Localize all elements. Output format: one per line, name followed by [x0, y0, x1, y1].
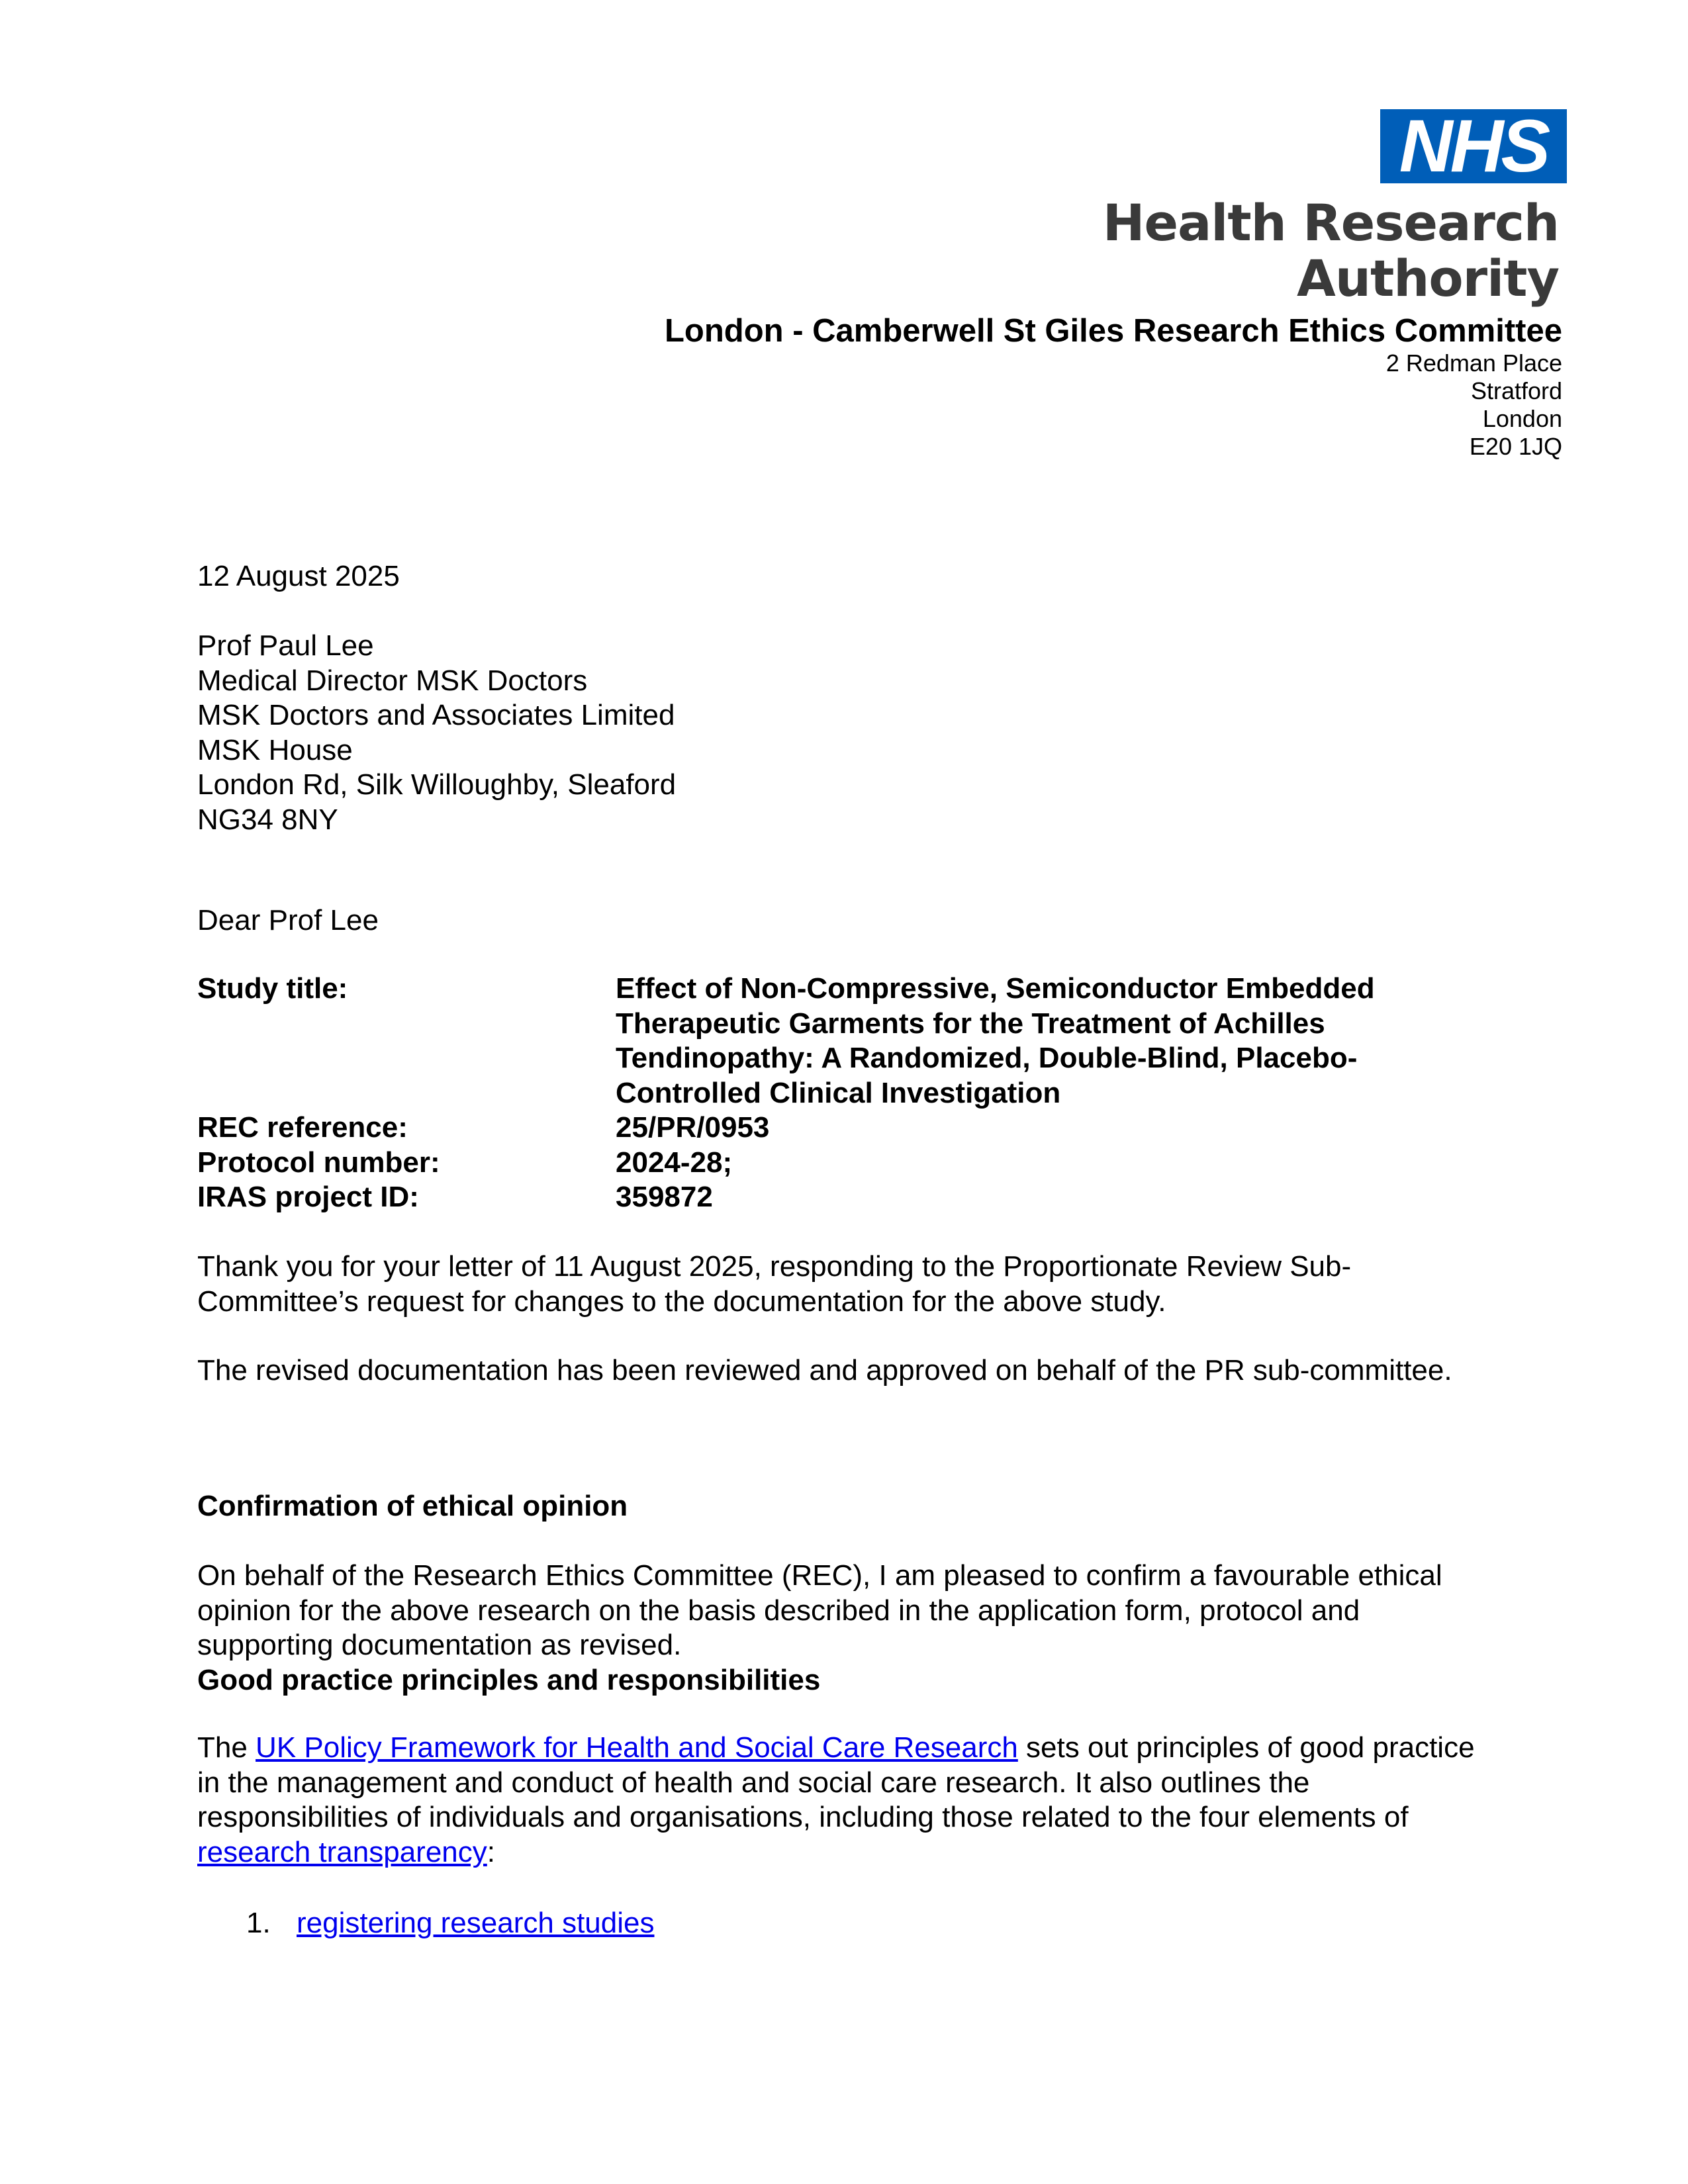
address-line: London — [1482, 405, 1562, 432]
approval-paragraph: The revised documentation has been reviewed and approved on behalf of the PR sub-committee. — [197, 1354, 1452, 1387]
study-title-row — [197, 972, 1495, 1111]
protocol-number-row — [197, 1146, 1495, 1181]
study-title-value: Effect of Non-Compressive, Semiconductor Embedded Therapeutic Garments for the Treatment of Achilles Tendinopathy: A Randomized, Double-Blind, Placebo-Controlled Clinical Investigation — [616, 972, 1375, 1109]
hra-org-name — [963, 195, 1559, 306]
recipient-line: MSK House — [197, 733, 353, 766]
recipient-line: London Rd, Silk Willoughby, Sleaford — [197, 768, 677, 801]
salutation: Dear Prof Lee — [197, 904, 379, 936]
list-item — [246, 1906, 654, 1941]
letter-date: 12 August 2025 — [197, 560, 400, 592]
paragraph-text: sets out principles of good practice in the management and conduct of health and social care research. It also outlines the responsibilities of individuals and organisations, including those related to the four elements of — [197, 1731, 1475, 1833]
iras-id-value: 359872 — [616, 1181, 713, 1213]
nhs-logo: NHS — [1380, 109, 1567, 183]
committee-name: London - Camberwell St Giles Research Ethics Committee — [665, 313, 1562, 349]
confirmation-heading: Confirmation of ethical opinion — [197, 1490, 628, 1522]
list-item-number: 1. — [246, 1907, 271, 1939]
recipient-line: MSK Doctors and Associates Limited — [197, 699, 675, 731]
study-title-label: Study title: — [197, 972, 348, 1005]
committee-address — [1033, 349, 1562, 461]
transparency-list — [246, 1906, 654, 1941]
address-line: 2 Redman Place — [1385, 349, 1562, 377]
hra-org-line2: Authority — [1297, 249, 1559, 308]
hra-org-line1: Health Research — [1102, 193, 1559, 252]
recipient-address — [197, 629, 1495, 837]
iras-id-label: IRAS project ID: — [197, 1181, 419, 1213]
research-transparency-link[interactable]: research transparency — [197, 1835, 487, 1868]
address-line: E20 1JQ — [1469, 433, 1562, 460]
policy-framework-paragraph — [197, 1731, 1495, 1870]
protocol-number-label: Protocol number: — [197, 1146, 440, 1179]
ethical-opinion-block — [197, 1559, 1495, 1698]
rec-reference-value: 25/PR/0953 — [616, 1111, 770, 1144]
uk-policy-framework-link[interactable]: UK Policy Framework for Health and Social Care Research — [256, 1731, 1018, 1764]
iras-id-row — [197, 1180, 1495, 1215]
good-practice-heading: Good practice principles and responsibilities — [197, 1663, 821, 1696]
recipient-line: Prof Paul Lee — [197, 629, 374, 662]
rec-reference-label: REC reference: — [197, 1111, 408, 1144]
recipient-line: Medical Director MSK Doctors — [197, 664, 588, 697]
ethical-opinion-paragraph: On behalf of the Research Ethics Committee (REC), I am pleased to confirm a favourable ethical opinion for the above research on the basis described in the application form, protocol and supporting documentation as revised. — [197, 1559, 1442, 1661]
response-paragraph: Thank you for your letter of 11 August 2025, responding to the Proportionate Review Sub-Committee’s request for changes to the documentation for the above study. — [197, 1250, 1352, 1318]
address-line: Stratford — [1470, 377, 1562, 404]
paragraph-text: The — [197, 1731, 256, 1764]
rec-reference-row — [197, 1111, 1495, 1146]
registering-research-studies-link[interactable]: registering research studies — [297, 1907, 655, 1939]
study-details — [197, 972, 1495, 1215]
protocol-number-value: 2024-28; — [616, 1146, 733, 1179]
recipient-line: NG34 8NY — [197, 803, 338, 836]
paragraph-text: : — [487, 1835, 495, 1868]
